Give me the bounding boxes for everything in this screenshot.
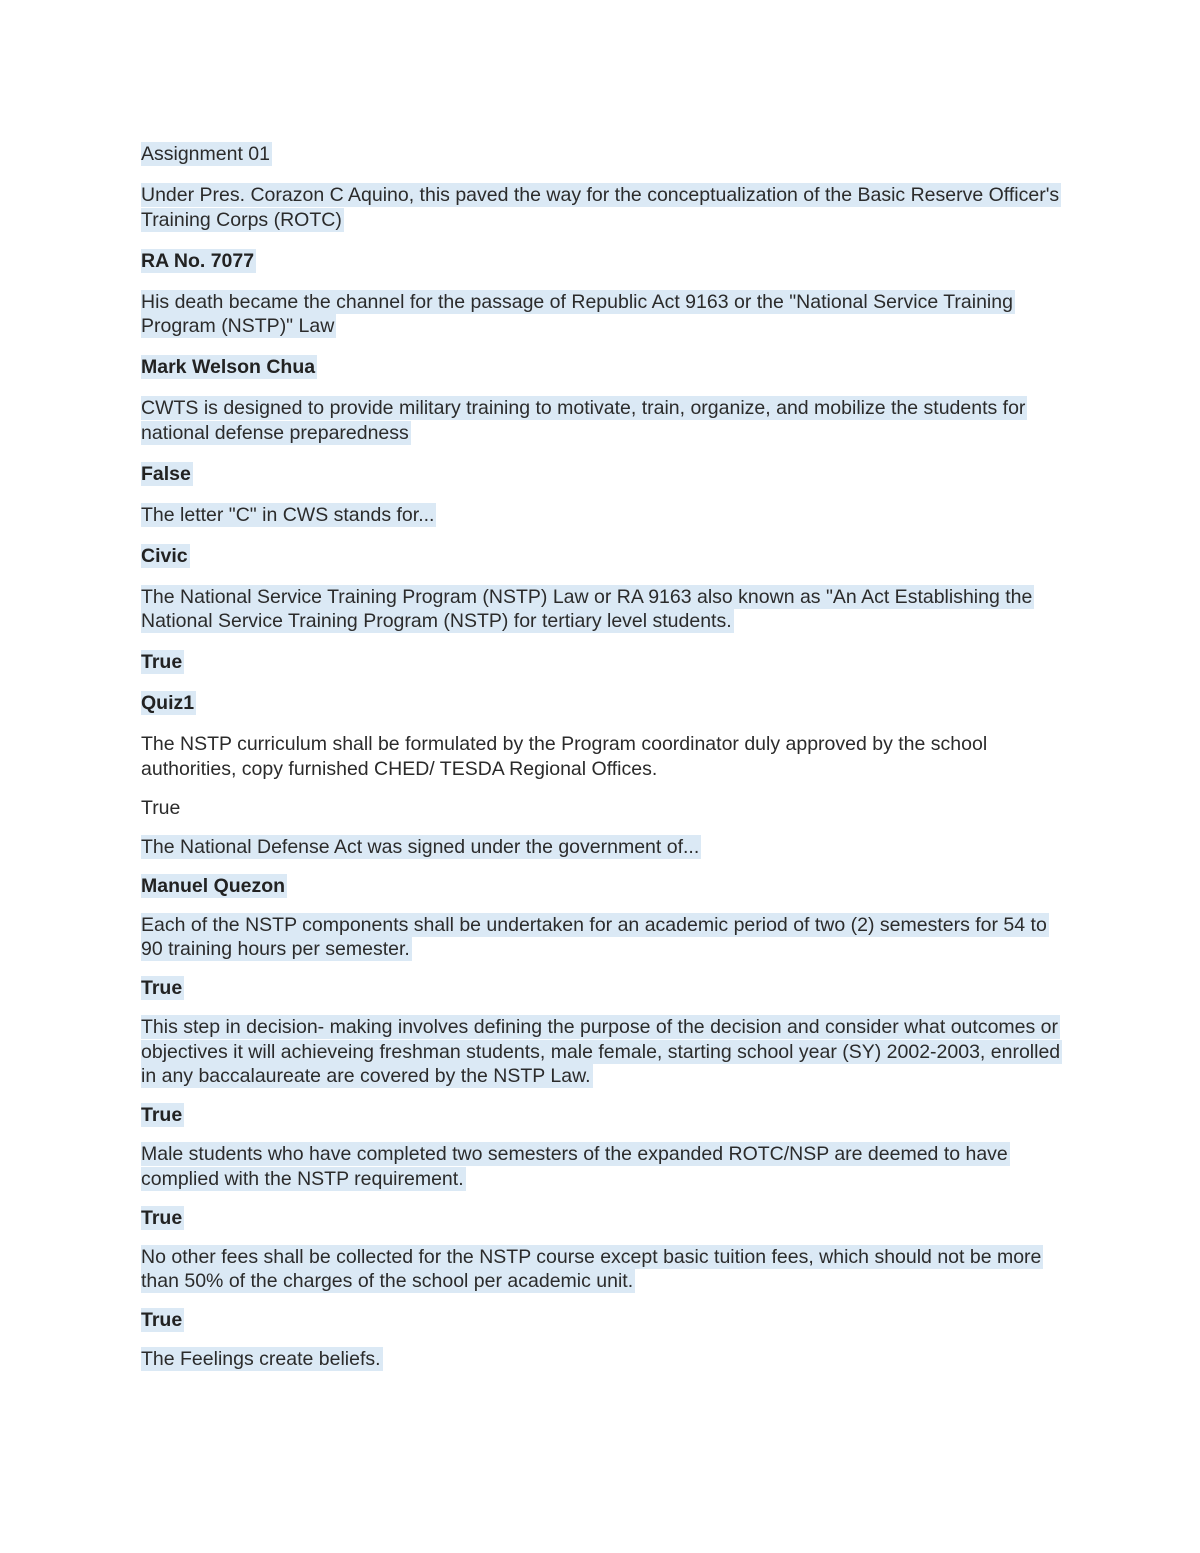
highlighted-text: True — [141, 1206, 183, 1229]
section-title — [141, 691, 1061, 716]
highlighted-text: His death became the channel for the passage of Republic Act 9163 or the "National Service Training Program (NSTP)" Law — [141, 290, 1013, 337]
question-text — [141, 1142, 1061, 1191]
answer-text — [141, 1206, 1061, 1231]
question-text — [141, 1015, 1061, 1089]
highlighted-text: Assignment 01 — [141, 143, 270, 165]
highlighted-text: Mark Welson Chua — [141, 356, 316, 378]
highlighted-text: The Feelings create beliefs. — [141, 1348, 381, 1370]
answer-text — [141, 976, 1061, 1001]
answer-text — [141, 544, 1061, 569]
highlighted-text: True — [141, 1309, 183, 1331]
highlighted-text: The National Service Training Program (NSTP) Law or RA 9163 also known as "An Act Establishing the National Service Training Program (NSTP) for tertiary level students. — [141, 585, 1033, 632]
question-text — [141, 396, 1061, 445]
highlighted-text: False — [141, 462, 191, 485]
question-text — [141, 1347, 1061, 1372]
question-text — [141, 835, 1061, 860]
question-text — [141, 183, 1061, 232]
document-page — [141, 142, 1061, 1386]
question-text — [141, 503, 1061, 528]
answer-text — [141, 650, 1061, 675]
highlighted-text: The letter "C" in CWS stands for... — [141, 503, 435, 526]
answer-text — [141, 1103, 1061, 1128]
highlighted-text: True — [141, 1104, 183, 1126]
highlighted-text: CWTS is designed to provide military training to motivate, train, organize, and mobilize the students for national defense preparedness — [141, 397, 1026, 444]
question-text — [141, 913, 1061, 962]
highlighted-text: Each of the NSTP components shall be undertaken for an academic period of two (2) semesters for 54 to 90 training hours per semester. — [141, 913, 1047, 960]
answer-text — [141, 1308, 1061, 1333]
section-title — [141, 142, 1061, 167]
question-text — [141, 585, 1061, 634]
plain-text: The NSTP curriculum shall be formulated by the Program coordinator duly approved by the school authorities, copy furnished CHED/ TESDA Regional Offices. — [141, 733, 988, 780]
highlighted-text: Civic — [141, 544, 188, 567]
question-text — [141, 732, 1061, 781]
answer-text — [141, 874, 1061, 899]
highlighted-text: True — [141, 651, 183, 673]
question-text — [141, 290, 1061, 339]
question-text — [141, 1245, 1061, 1294]
highlighted-text: RA No. 7077 — [141, 249, 255, 272]
highlighted-text: The National Defense Act was signed under the government of... — [141, 835, 700, 858]
answer-text — [141, 796, 1061, 821]
answer-text — [141, 462, 1061, 487]
plain-text: True — [141, 796, 181, 819]
answer-text — [141, 249, 1061, 274]
highlighted-text: Quiz1 — [141, 692, 195, 714]
highlighted-text: Male students who have completed two semesters of the expanded ROTC/NSP are deemed to have complied with the NSTP requirement. — [141, 1143, 1008, 1190]
answer-text — [141, 355, 1061, 380]
highlighted-text: True — [141, 977, 183, 999]
highlighted-text: Manuel Quezon — [141, 874, 286, 897]
highlighted-text: No other fees shall be collected for the NSTP course except basic tuition fees, which should not be more than 50% of the charges of the school per academic unit. — [141, 1245, 1042, 1292]
highlighted-text: Under Pres. Corazon C Aquino, this paved the way for the conceptualization of the Basic Reserve Officer's Training Corps (ROTC) — [141, 184, 1060, 231]
highlighted-text: This step in decision- making involves defining the purpose of the decision and consider what outcomes or objectives it will achieveing freshman students, male female, starting school year (SY) 2002-2003, enrolled in any baccalaureate are covered by the NSTP Law. — [141, 1016, 1061, 1087]
